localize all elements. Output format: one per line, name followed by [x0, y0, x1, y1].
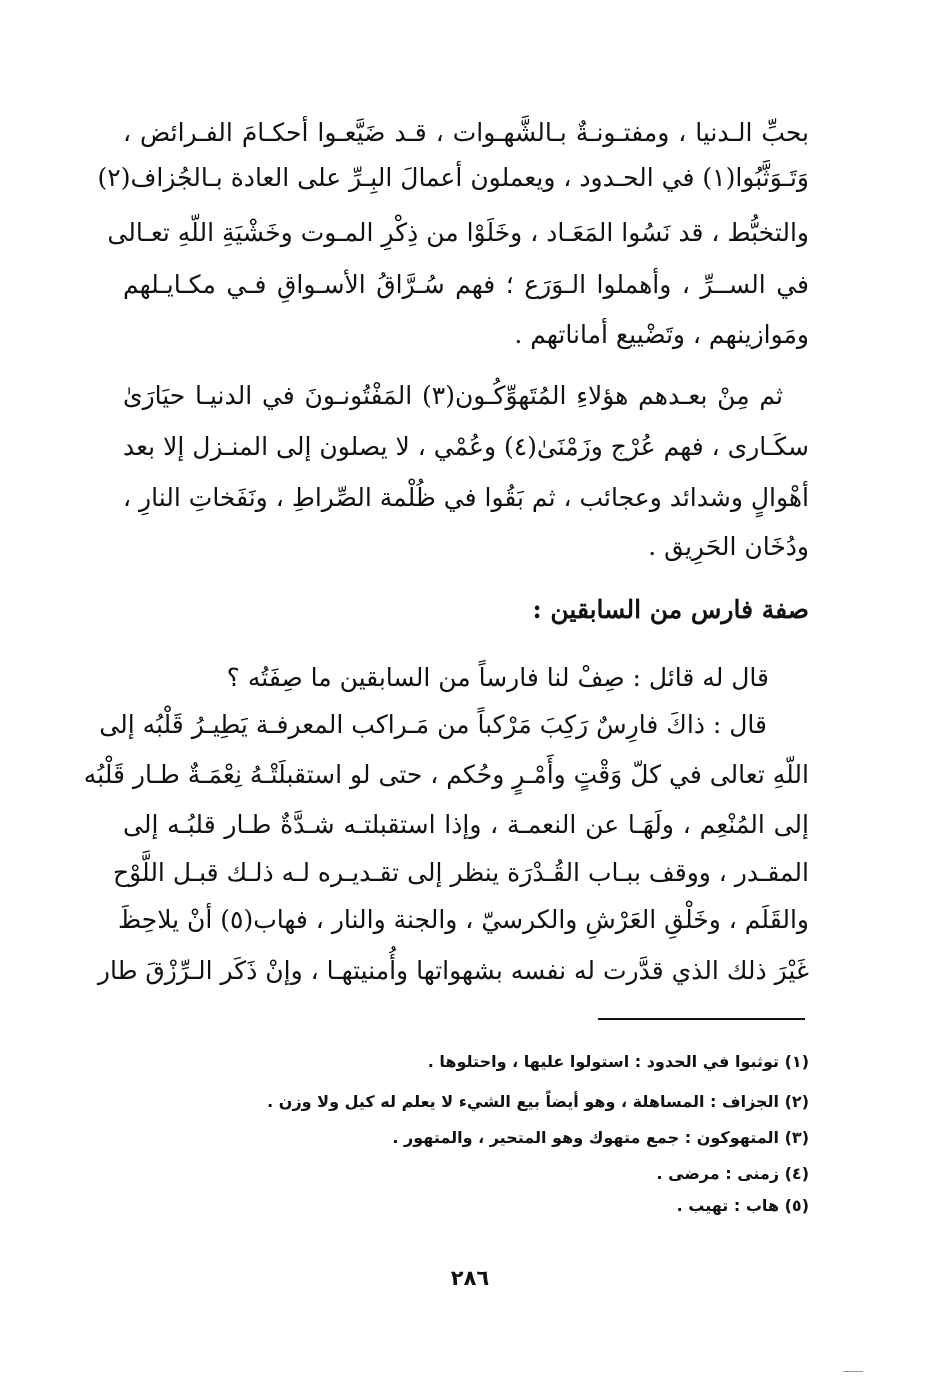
- page-number: ٢٨٦: [450, 1266, 490, 1290]
- body-line: المقـدر ، ووقف ببـاب القُـدْرَة ينظر إلى تقـديـره لـه ذلـك قبـل اللَّوْح: [112, 858, 809, 887]
- body-line-last: ودُخَان الحَرِيق .: [648, 532, 809, 561]
- body-line: غَيْرَ ذلك الذي قدَّرت له نفسه بشهواتها وأُمنيتهـا ، وإنْ ذَكَر الـرِّزْقَ طار: [97, 956, 809, 985]
- body-line: إلى المُنْعِم ، ولَهَـا عن النعمـة ، وإذا استقبلتـه شـدَّةٌ طـار قلبُـه إلى: [123, 810, 809, 839]
- body-line: والتخبُّط ، قد نَسُوا المَعَـاد ، وخَلَوْا من ذِكْرِ المـوت وخَشْيَةِ اللّهِ تعـالى: [107, 218, 809, 247]
- body-line: وَتَـوَثَّبُوا(١) في الحـدود ، ويعملون أعمالَ البِـرِّ على العادة بـالجُزاف(٢): [97, 163, 809, 192]
- body-line: والقَلَم ، وخَلْقِ العَرْشِ والكرسيّ ، والجنة والنار ، فهاب(٥) أنْ يلاحِظَ: [118, 905, 809, 934]
- footnote: (٤) زمنى : مرضى .: [656, 1164, 809, 1183]
- body-line: بحبِّ الـدنيا ، ومفتـونـةٌ بـالشَّهـوات ، قـد ضَيَّعـوا أحكـامَ الفـرائض ،: [123, 118, 809, 147]
- footnote: (١) توثبوا في الحدود : استولوا عليها ، واحتلوها .: [427, 1052, 809, 1071]
- footnote: (٥) هاب : تهيب .: [676, 1196, 809, 1215]
- body-line: ثم مِنْ بعـدهم هؤلاءِ المُتَهوِّكُـون(٣) المَفْتُونـونَ في الدنيـا حيَارَىٰ: [123, 381, 783, 410]
- body-line: في الســرِّ ، وأهملوا الـوَرَع ؛ فهم سُـرَّاقُ الأسـواقِ فـي مكـايـلهم: [123, 270, 809, 299]
- body-line: أهْوالٍ وشدائد وعجائب ، ثم بَقُوا في ظُلْمة الصِّراطِ ، ونَفَخاتِ النارِ ،: [123, 483, 809, 512]
- footnote: (٣) المتهوكون : جمع متهوك وهو المتحير ، والمتهور .: [392, 1128, 809, 1147]
- body-line: اللّهِ تعالى في كلّ وَقْتٍ وأَمْـرٍ وحُكم ، حتى لو استقبلَتْـهُ نِعْمَـةٌ طـار قَلْبُه: [83, 760, 809, 789]
- scan-edge-mark: [843, 1371, 863, 1372]
- section-heading: صفة فارس من السابقين :: [532, 595, 809, 624]
- body-line: قال له قائل : صِفْ لنا فارساً من السابقين ما صِفَتُه ؟: [226, 663, 769, 692]
- body-line-last: ومَوازينهم ، وتَضْييع أماناتهم .: [514, 320, 809, 349]
- footnote: (٢) الجزاف : المساهلة ، وهو أيضاً بيع الشيء لا يعلم له كيل ولا وزن .: [267, 1092, 809, 1111]
- body-line: سكَـارى ، فهم عُرْج وزَمْنَىٰ(٤) وعُمْي ، لا يصلون إلى المنـزل إلا بعد: [123, 432, 810, 461]
- body-line: قال : ذاكَ فارِسٌ رَكِبَ مَرْكباً من مَـراكب المعرفـة يَطِيـرُ قَلْبُه إلى: [99, 710, 767, 739]
- footnote-separator: [598, 1018, 805, 1020]
